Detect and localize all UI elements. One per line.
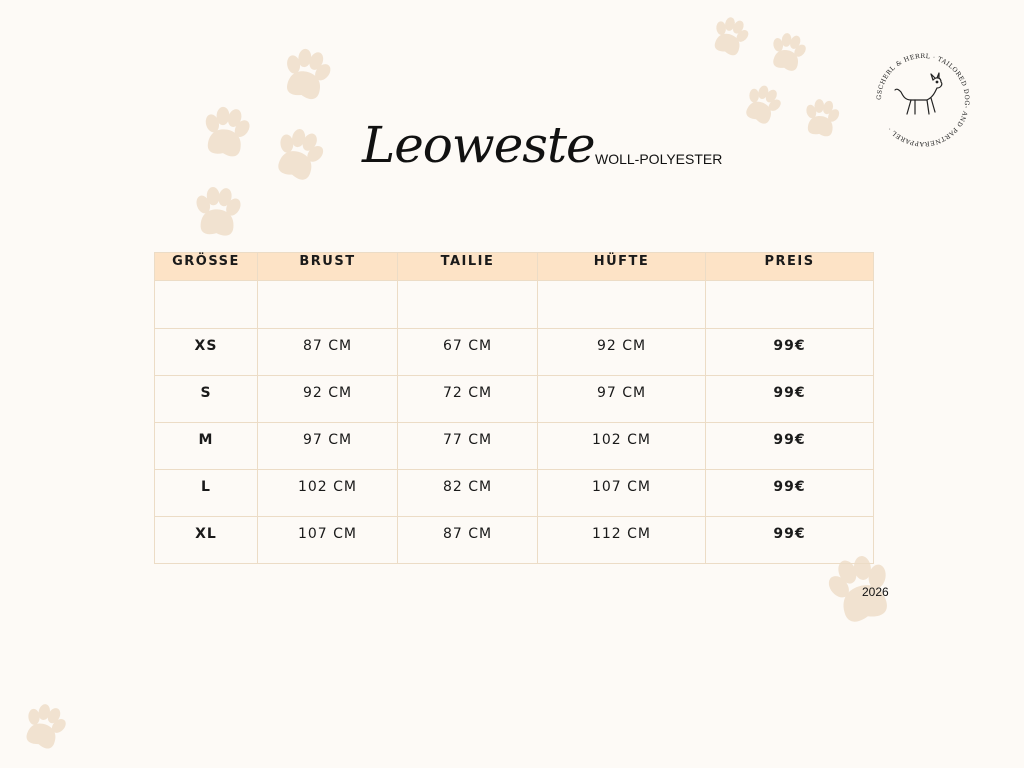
preis-cell: 99€ [706,329,874,376]
paw-print-icon [184,180,248,244]
table-cell [538,281,706,329]
size-cell: M [155,423,258,470]
tailie-cell: 82 CM [398,470,538,517]
paw-print-icon [736,80,784,128]
page-title: Leoweste [362,116,595,174]
empty-row [155,281,874,329]
tailie-cell: 72 CM [398,376,538,423]
paw-print-icon [264,122,328,186]
tailie-cell: 77 CM [398,423,538,470]
paw-print-icon [192,100,256,164]
table-header-row [155,253,874,281]
brust-cell: 92 CM [258,376,398,423]
huefte-cell: 112 CM [538,517,706,564]
paw-print-icon [272,42,336,106]
table-cell [155,281,258,329]
table-row [155,423,874,470]
dog-line-drawing-icon [895,73,942,114]
brand-logo-text: GSCHERL & HERRL · TAILORED DOG- AND PARTNERAPPAREL · [875,52,971,148]
tailie-cell: 87 CM [398,517,538,564]
huefte-cell: 107 CM [538,470,706,517]
col-header-brust: BRUST [258,253,398,281]
material-subtitle: WOLL-POLYESTER [595,151,723,167]
brust-cell: 102 CM [258,470,398,517]
paw-print-icon [796,94,844,142]
tailie-cell: 67 CM [398,329,538,376]
size-cell: XS [155,329,258,376]
table-row [155,329,874,376]
brust-cell: 87 CM [258,329,398,376]
col-header-tailie: TAILIE [398,253,538,281]
size-cell: L [155,470,258,517]
huefte-cell: 102 CM [538,423,706,470]
brust-cell: 107 CM [258,517,398,564]
paw-print-icon [14,698,70,754]
table-row [155,470,874,517]
paw-print-icon [762,28,810,76]
brust-cell: 97 CM [258,423,398,470]
preis-cell: 99€ [706,470,874,517]
paw-print-icon [704,12,752,60]
col-header-huefte: HÜFTE [538,253,706,281]
size-table [154,252,874,564]
size-cell: S [155,376,258,423]
table-cell [258,281,398,329]
brand-logo [871,48,975,152]
table-row [155,517,874,564]
table-cell [706,281,874,329]
table-cell [398,281,538,329]
year-label: 2026 [862,585,889,599]
huefte-cell: 92 CM [538,329,706,376]
col-header-groesse: GRÖSSE [155,253,258,281]
preis-cell: 99€ [706,423,874,470]
size-cell: XL [155,517,258,564]
preis-cell: 99€ [706,376,874,423]
preis-cell: 99€ [706,517,874,564]
huefte-cell: 97 CM [538,376,706,423]
col-header-preis: PREIS [706,253,874,281]
table-row [155,376,874,423]
